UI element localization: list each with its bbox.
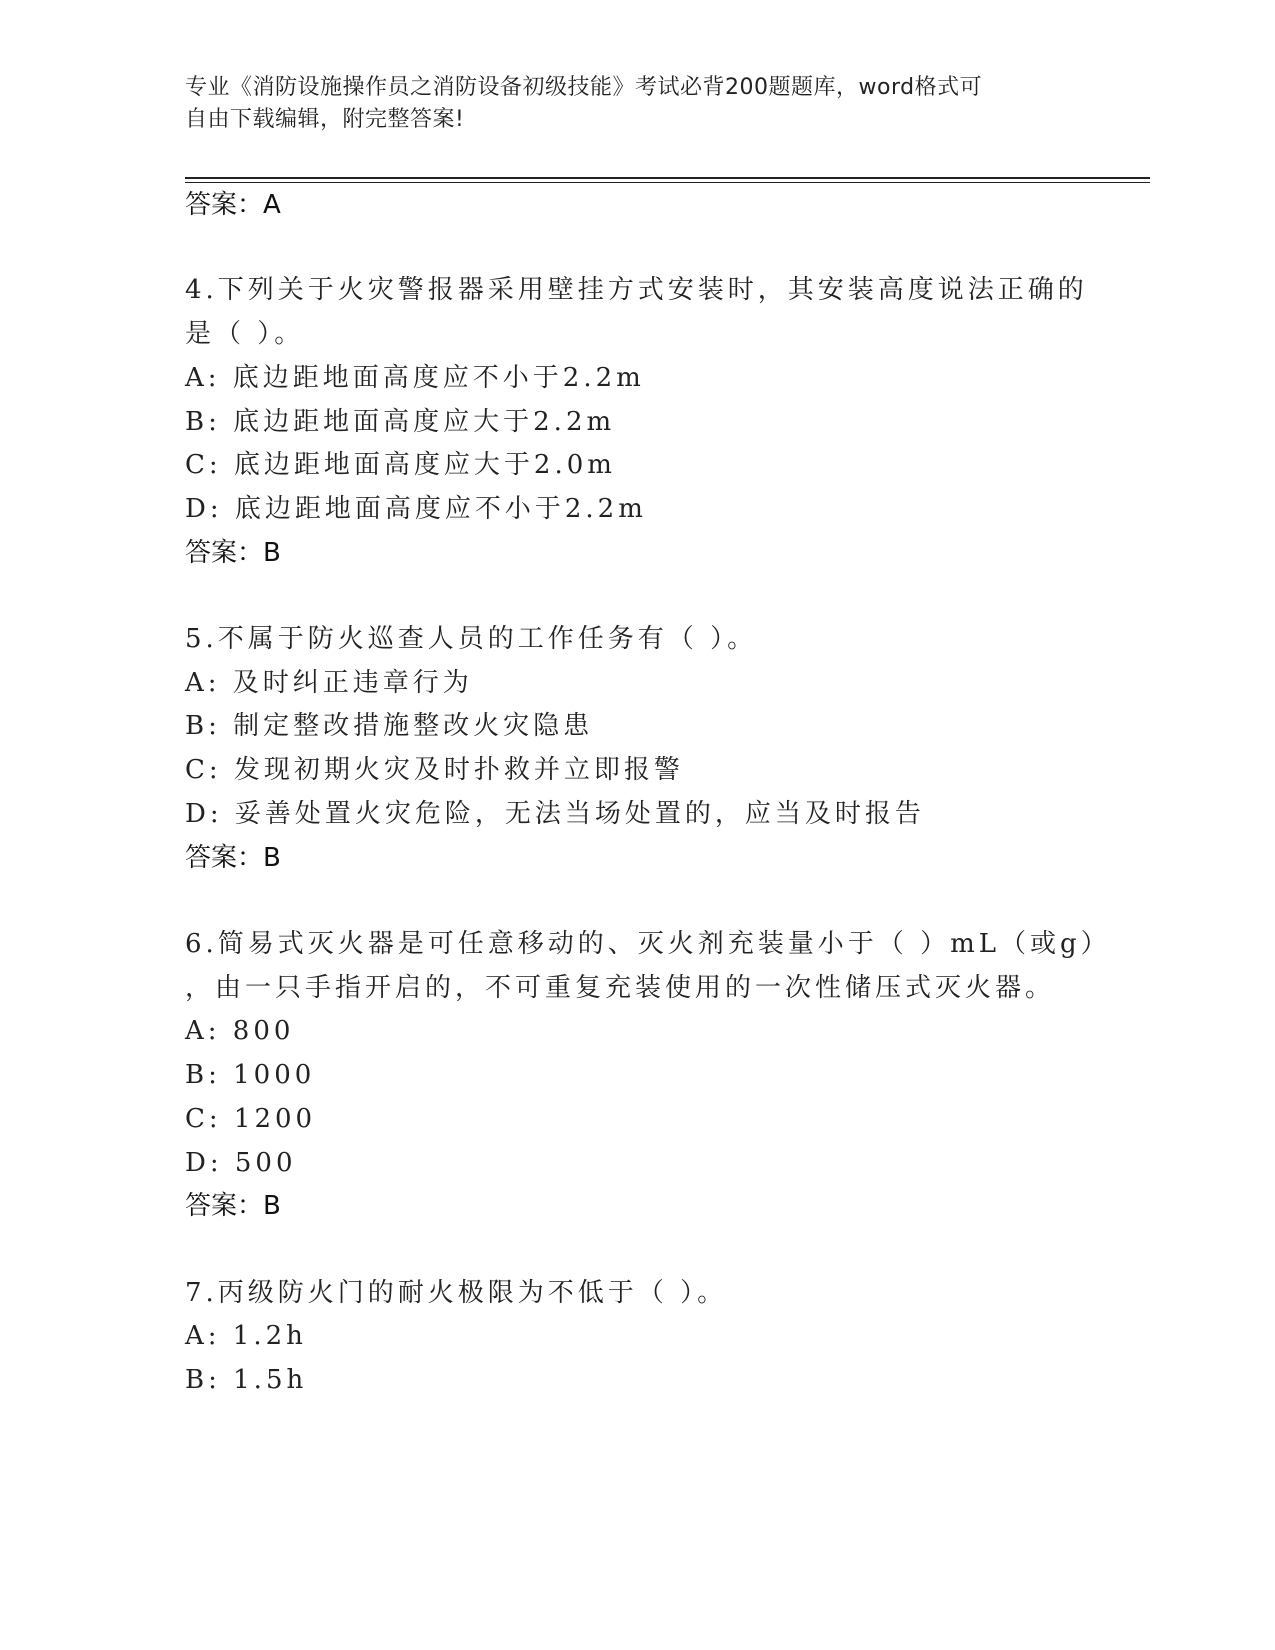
question-5-option-c: C: 发现初期火灾及时扑救并立即报警	[185, 755, 684, 785]
question-6-option-d: D: 500	[185, 1148, 297, 1178]
question-5-option-a: A: 及时纠正违章行为	[185, 668, 473, 698]
question-4-option-d: D: 底边距地面高度应不小于2.2m	[185, 494, 647, 524]
question-6-stem-line-2: ，由一只手指开启的，不可重复充装使用的一次性储压式灭火器。	[185, 973, 1056, 1003]
question-5-stem-line-1: 5.不属于防火巡查人员的工作任务有（ ）。	[185, 624, 758, 654]
question-4-option-c: C: 底边距地面高度应大于2.0m	[185, 450, 616, 480]
question-5-answer: 答案：B	[185, 843, 281, 873]
question-4-stem-line-1: 4.下列关于火灾警报器采用壁挂方式安装时，其安装高度说法正确的	[185, 275, 1088, 305]
question-4-option-b: B: 底边距地面高度应大于2.2m	[185, 407, 616, 437]
question-6-stem-line-1: 6.简易式灭火器是可任意移动的、灭火剂充装量小于（ ）mL（或g）	[185, 929, 1111, 959]
question-6-option-b: B: 1000	[185, 1060, 316, 1090]
question-6-answer: 答案：B	[185, 1191, 281, 1221]
question-6-option-c: C: 1200	[185, 1104, 317, 1134]
header-divider	[185, 177, 1150, 183]
header-line-2: 自由下载编辑，附完整答案!	[185, 107, 465, 132]
question-7-option-b: B: 1.5h	[185, 1365, 308, 1395]
question-4-stem-line-2: 是（ ）。	[185, 319, 305, 349]
header-line-1: 专业《消防设施操作员之消防设备初级技能》考试必背200题题库，word格式可	[185, 75, 983, 100]
answer-prev: 答案：A	[185, 190, 281, 220]
question-6-option-a: A: 800	[185, 1016, 295, 1046]
question-7-stem-line-1: 7.丙级防火门的耐火极限为不低于（ ）。	[185, 1278, 728, 1308]
question-5-option-d: D: 妥善处置火灾危险，无法当场处置的，应当及时报告	[185, 799, 925, 829]
question-4-answer: 答案：B	[185, 538, 281, 568]
question-7-option-a: A: 1.2h	[185, 1321, 307, 1351]
question-4-option-a: A: 底边距地面高度应不小于2.2m	[185, 363, 645, 393]
document-header	[185, 72, 1085, 136]
question-5-option-b: B: 制定整改措施整改火灾隐患	[185, 711, 594, 741]
